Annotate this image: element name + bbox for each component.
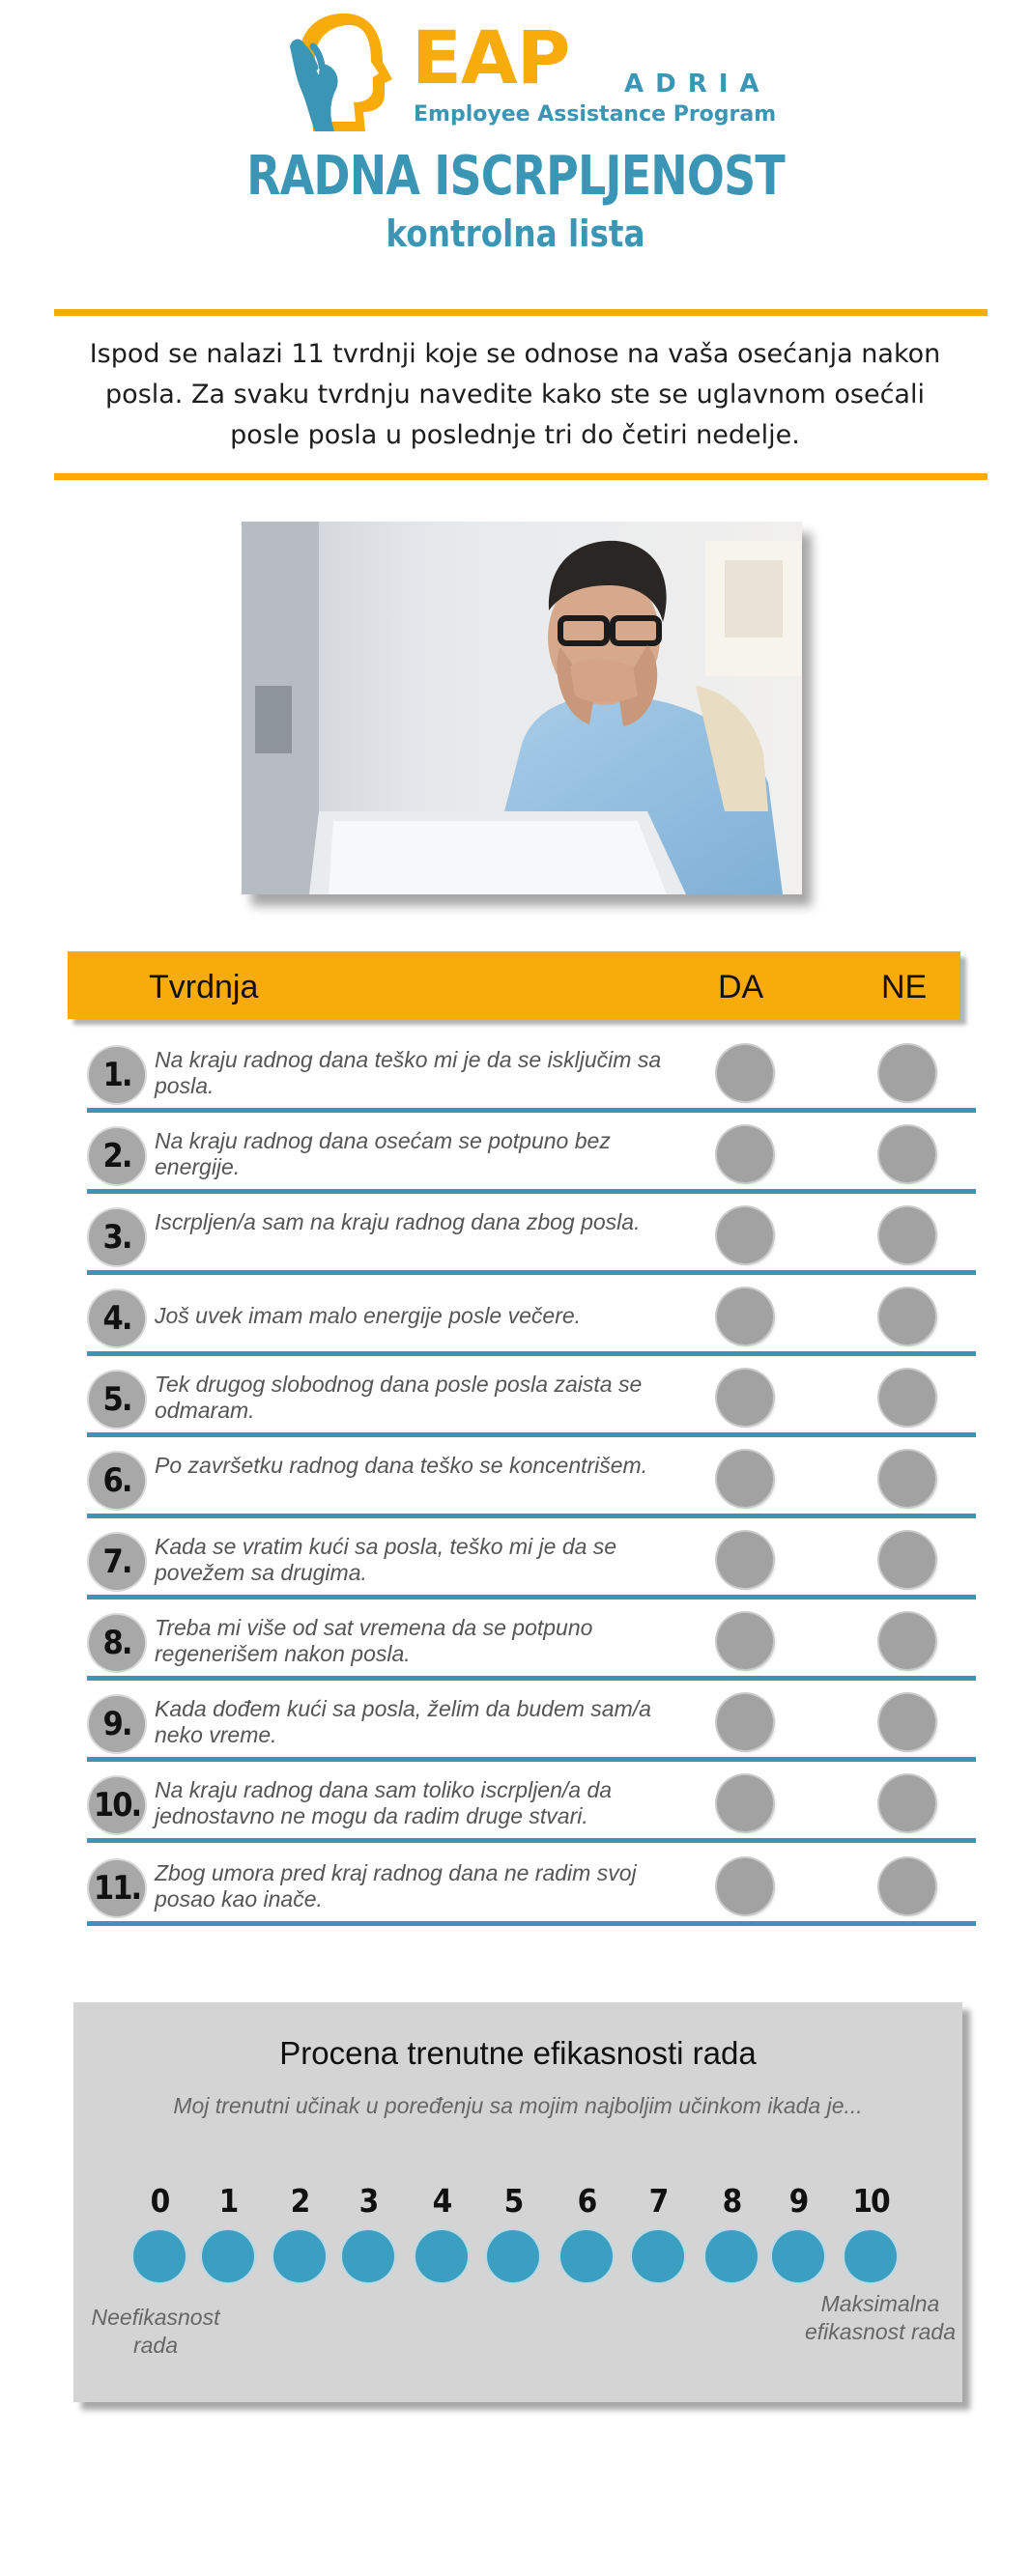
scale-max-label: Maksimalna efikasnost rada bbox=[805, 2291, 956, 2344]
row-number-badge: 2. bbox=[89, 1128, 145, 1184]
scale-number: 0 bbox=[150, 2182, 169, 2220]
scale-option-8[interactable] bbox=[705, 2230, 758, 2282]
answer-no-radio[interactable] bbox=[879, 1045, 935, 1101]
scale-option-6[interactable] bbox=[560, 2230, 613, 2282]
scale-number: 5 bbox=[503, 2182, 523, 2220]
table-row bbox=[85, 1194, 978, 1275]
logo-brand-suffix: ADRIA bbox=[624, 70, 771, 99]
row-statement: Kada dođem kući sa posla, želim da budem sam/a neko vreme. bbox=[155, 1696, 651, 1747]
eap-adria-logo bbox=[280, 8, 777, 133]
row-statement: Na kraju radnog dana osećam se potpuno bez energije. bbox=[155, 1128, 611, 1179]
answer-no-radio[interactable] bbox=[879, 1288, 935, 1345]
row-number-badge: 1. bbox=[89, 1047, 145, 1103]
scale-min-label: Neefikasnost rada bbox=[91, 2305, 220, 2358]
answer-no-radio[interactable] bbox=[879, 1694, 935, 1750]
table-row bbox=[85, 1762, 978, 1843]
column-header-statement: Tvrdnja bbox=[149, 969, 259, 1005]
scale-number: 4 bbox=[432, 2182, 451, 2220]
table-row bbox=[85, 1599, 978, 1681]
scale-number: 3 bbox=[358, 2182, 378, 2220]
answer-no-radio[interactable] bbox=[879, 1858, 935, 1914]
page-title: RADNA ISCRPLJENOST bbox=[246, 145, 785, 208]
answer-yes-radio[interactable] bbox=[717, 1694, 773, 1750]
scale-option-4[interactable] bbox=[415, 2230, 468, 2282]
scale-option-1[interactable] bbox=[202, 2230, 254, 2282]
answer-no-radio[interactable] bbox=[879, 1775, 935, 1831]
answer-no-radio[interactable] bbox=[879, 1207, 935, 1263]
row-statement: Na kraju radnog dana teško mi je da se isključim sa posla. bbox=[155, 1047, 662, 1098]
row-number-badge: 4. bbox=[89, 1290, 145, 1346]
row-number-badge: 7. bbox=[89, 1534, 145, 1590]
scale-number: 1 bbox=[218, 2182, 238, 2220]
tired-man-at-laptop-photo bbox=[242, 522, 802, 894]
answer-yes-radio[interactable] bbox=[717, 1613, 773, 1669]
scale-number: 10 bbox=[852, 2182, 889, 2220]
scale-number: 8 bbox=[722, 2182, 741, 2220]
answer-yes-radio[interactable] bbox=[717, 1045, 773, 1101]
answer-no-radio[interactable] bbox=[879, 1451, 935, 1507]
table-row bbox=[85, 1275, 978, 1356]
table-row bbox=[85, 1518, 978, 1599]
answer-yes-radio[interactable] bbox=[717, 1126, 773, 1182]
row-number-badge: 3. bbox=[89, 1209, 145, 1265]
table-row bbox=[85, 1845, 978, 1926]
table-header bbox=[68, 951, 960, 1019]
scale-option-9[interactable] bbox=[772, 2230, 824, 2282]
answer-yes-radio[interactable] bbox=[717, 1207, 773, 1263]
logo-brand-text: EAP bbox=[412, 14, 570, 100]
scale-number: 2 bbox=[290, 2182, 309, 2220]
answer-yes-radio[interactable] bbox=[717, 1775, 773, 1831]
table-row bbox=[85, 1437, 978, 1518]
scale-number: 7 bbox=[648, 2182, 668, 2220]
answer-yes-radio[interactable] bbox=[717, 1288, 773, 1345]
page-subtitle: kontrolna lista bbox=[386, 212, 645, 255]
row-statement: Zbog umora pred kraj radnog dana ne radim svoj posao kao inače. bbox=[155, 1860, 637, 1911]
row-number-badge: 9. bbox=[89, 1696, 145, 1752]
scale-option-0[interactable] bbox=[133, 2230, 186, 2282]
row-statement: Još uvek imam malo energije posle večere. bbox=[155, 1303, 582, 1328]
divider-top bbox=[54, 309, 988, 316]
row-statement: Po završetku radnog dana teško se koncentrišem. bbox=[155, 1453, 648, 1478]
row-number-badge: 6. bbox=[89, 1453, 145, 1509]
row-number-badge: 5. bbox=[89, 1372, 145, 1428]
answer-yes-radio[interactable] bbox=[717, 1532, 773, 1588]
scale-option-5[interactable] bbox=[487, 2230, 539, 2282]
answer-no-radio[interactable] bbox=[879, 1613, 935, 1669]
divider-bottom bbox=[54, 473, 988, 480]
row-number-badge: 8. bbox=[89, 1615, 145, 1671]
table-row bbox=[85, 1113, 978, 1194]
row-divider bbox=[87, 1838, 976, 1843]
scale-description: Moj trenutni učinak u poređenju sa mojim najboljim učinkom ikada je... bbox=[173, 2093, 863, 2118]
scale-option-10[interactable] bbox=[845, 2230, 897, 2282]
logo-tagline: Employee Assistance Program bbox=[414, 102, 777, 127]
intro-text: Ispod se nalazi 11 tvrdnji koje se odnose na vaša osećanja nakon posla. Za svaku tvrdnju navedite kako ste se uglavnom osećali posle posla u poslednje tri do četiri nedelje. bbox=[89, 339, 941, 450]
answer-no-radio[interactable] bbox=[879, 1532, 935, 1588]
scale-number: 6 bbox=[577, 2182, 596, 2220]
answer-no-radio[interactable] bbox=[879, 1370, 935, 1426]
row-divider bbox=[87, 1921, 976, 1926]
row-statement: Tek drugog slobodnog dana posle posla zaista se odmaram. bbox=[155, 1372, 643, 1423]
answer-no-radio[interactable] bbox=[879, 1126, 935, 1182]
answer-yes-radio[interactable] bbox=[717, 1858, 773, 1914]
scale-option-2[interactable] bbox=[273, 2230, 326, 2282]
row-statement: Treba mi više od sat vremena da se potpuno regenerišem nakon posla. bbox=[155, 1615, 593, 1666]
head-with-hand-icon bbox=[280, 8, 396, 133]
row-statement: Iscrpljen/a sam na kraju radnog dana zbog posla. bbox=[155, 1209, 641, 1234]
answer-yes-radio[interactable] bbox=[717, 1451, 773, 1507]
work-efficiency-scale bbox=[73, 2002, 962, 2402]
table-row bbox=[85, 1032, 978, 1113]
row-number-badge: 10. bbox=[89, 1777, 145, 1833]
column-header-no: NE bbox=[881, 969, 928, 1005]
table-row bbox=[85, 1681, 978, 1762]
scale-option-3[interactable] bbox=[342, 2230, 394, 2282]
scale-option-7[interactable] bbox=[632, 2230, 684, 2282]
row-statement: Na kraju radnog dana sam toliko iscrpljen/a da jednostavno ne mogu da radim druge stvari. bbox=[155, 1777, 613, 1828]
table-row bbox=[85, 1356, 978, 1437]
scale-number: 9 bbox=[788, 2182, 808, 2220]
row-number-badge: 11. bbox=[89, 1860, 145, 1916]
answer-yes-radio[interactable] bbox=[717, 1370, 773, 1426]
scale-title: Procena trenutne efikasnosti rada bbox=[279, 2035, 757, 2071]
column-header-yes: DA bbox=[718, 969, 764, 1005]
row-statement: Kada se vratim kući sa posla, teško mi je da se povežem sa drugima. bbox=[155, 1534, 617, 1585]
